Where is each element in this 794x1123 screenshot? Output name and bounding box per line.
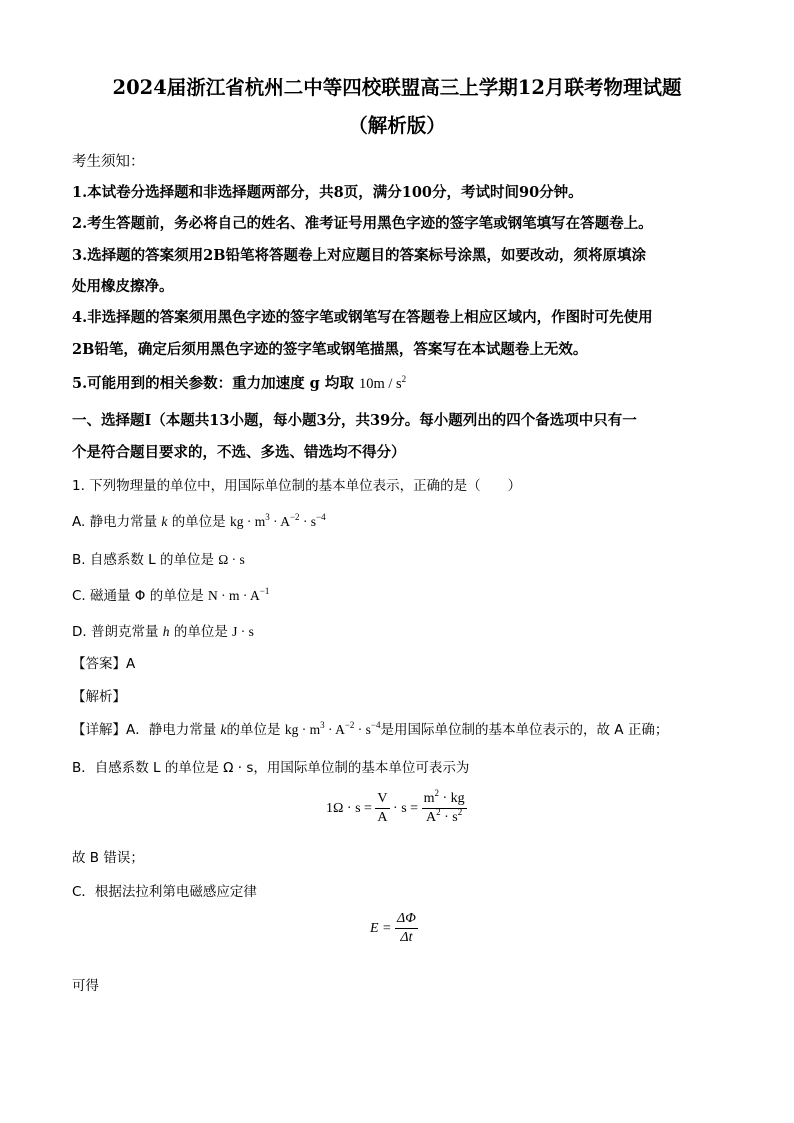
- notice-item-3-line2: 处用橡皮擦净。: [72, 278, 174, 295]
- answer-value: A: [126, 656, 136, 672]
- detail-b: B．自感系数 L 的单位是 Ω · s，用国际单位制的基本单位可表示为: [72, 760, 470, 776]
- question-1-stem: 1. 下列物理量的单位中，用国际单位制的基本单位表示，正确的是（ ）: [72, 478, 522, 494]
- section-heading-line1: 一、选择题Ⅰ（本题共13小题，每小题3分，共39分。每小题列出的四个备选项中只有一: [72, 412, 637, 429]
- detail-a: 【详解】A．静电力常量 k的单位是 kg · $m^3 \cdot A^{-2} \cdot s^{-4}$是用国际单位制的基本单位表示的，故 A 正确；: [72, 720, 669, 738]
- detail-c: C．根据法拉利第电磁感应定律: [72, 884, 257, 900]
- option-d: D. 普朗克常量 h 的单位是 J · s: [72, 624, 254, 640]
- equation-1: 1Ω · s = $\frac{V}{A}$ · s = $\frac{m^2 \cdot kg}{A^2 \cdot s^2}$: [326, 788, 465, 825]
- b-conclusion: 故 B 错误；: [72, 850, 144, 866]
- gravity-value: $10m / s^2$: [358, 374, 407, 392]
- document-title: 2024届浙江省杭州二中等四校联盟高三上学期12月联考物理试题: [112, 76, 682, 99]
- answer-line: [72, 652, 135, 672]
- option-a: A. 静电力常量 k 的单位是 kg · $m^3 \cdot A^{-2} \cdot s^{-4}$: [72, 512, 326, 530]
- section-heading-line2: 个是符合题目要求的，不选、多选、错选均不得分）: [72, 444, 406, 461]
- option-c-unit: $N \cdot m \cdot A^{-1}$: [208, 586, 270, 603]
- notice-item-4-line1: 4.非选择题的答案须用黑色字迹的签字笔或钢笔写在答题卷上相应区域内，作图时可先使用: [72, 309, 653, 326]
- answer-tag: 【答案】: [72, 656, 126, 672]
- notice-item-5-text: 5.可能用到的相关参数：重力加速度 g 均取: [72, 375, 354, 392]
- analysis-tag: 【解析】: [72, 689, 126, 705]
- option-c: C. 磁通量 Φ 的单位是 $N \cdot m \cdot A^{-1}$: [72, 586, 270, 604]
- notice-item-1: 1.本试卷分选择题和非选择题两部分，共8页，满分100分，考试时间90分钟。: [72, 184, 583, 201]
- tail-text: 可得: [72, 978, 99, 994]
- notice-item-5: [72, 372, 406, 393]
- notice-heading: 考生须知：: [72, 154, 145, 170]
- option-b: B. 自感系数 L 的单位是 Ω · s: [72, 552, 245, 568]
- notice-item-3-line1: 3.选择题的答案须用2B铅笔将答题卷上对应题目的答案标号涂黑，如要改动，须将原填涂: [72, 247, 646, 264]
- notice-item-2: 2.考生答题前，务必将自己的姓名、准考证号用黑色字迹的签字笔或钢笔填写在答题卷上。: [72, 215, 653, 232]
- equation-2: E = $\frac{\Delta\Phi}{\Delta t}$: [370, 911, 416, 945]
- notice-item-4-line2: 2B铅笔，确定后须用黑色字迹的签字笔或钢笔描黑，答案写在本试题卷上无效。: [72, 341, 588, 358]
- option-a-unit: kg · $m^3 \cdot A^{-2} \cdot s^{-4}$: [229, 512, 326, 529]
- document-subtitle: （解析版）: [348, 114, 446, 137]
